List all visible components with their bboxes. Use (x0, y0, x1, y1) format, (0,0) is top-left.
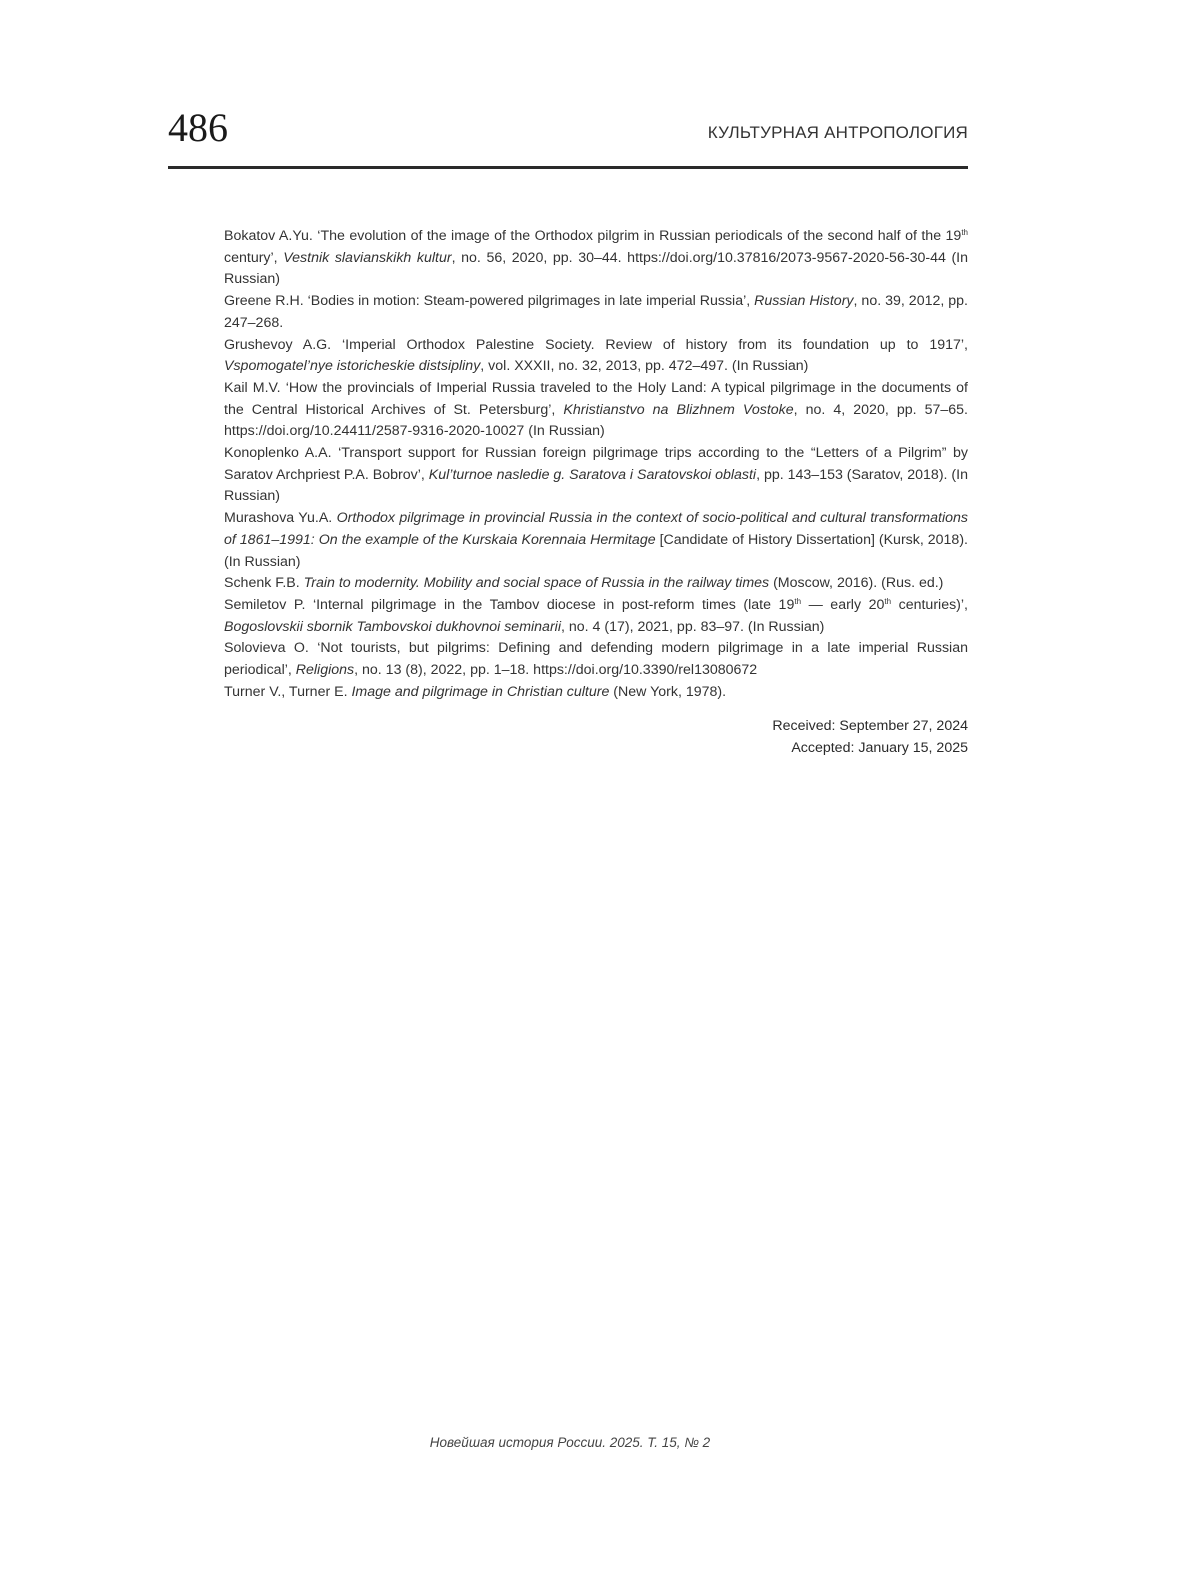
accepted-date: Accepted: January 15, 2025 (791, 740, 968, 757)
reference-source-title: Vspomogatel’nye istoricheskie distsipliny (224, 358, 481, 375)
page-number: 486 (168, 105, 228, 150)
reference-item: Bokatov A.Yu. ‘The evolution of the image of the Orthodox pilgrim in Russian periodicals of the second half of the 19th century’, Vestnik slavianskikh kultur, no. 56, 2020, pp. 30–44. https://doi.org/10.37816/2073-9567-2020-56-30-44 (In Russian) (224, 228, 969, 288)
reference-source-title: Bogoslovskii sbornik Tambovskoi dukhovnoi seminarii (224, 618, 561, 635)
reference-source-title: Russian History (754, 293, 854, 310)
reference-source-title: Train to modernity. Mobility and social space of Russia in the railway times (303, 575, 770, 592)
running-head: КУЛЬТУРНАЯ АНТРОПОЛОГИЯ (707, 123, 968, 142)
received-date: Received: September 27, 2024 (772, 718, 968, 735)
article-dates (224, 715, 968, 759)
reference-item: Konoplenko A.A. ‘Transport support for Russian foreign pilgrimage trips according to the “Letters of a Pilgrim” by Saratov Archpriest P.A. Bobrov’, Kul’turnoe nasledie g. Saratova i Saratovskoi oblasti, pp. 143–153 (Saratov, 2018). (In Russian) (224, 445, 968, 505)
header-rule (168, 166, 968, 169)
reference-item: Grushevoy A.G. ‘Imperial Orthodox Palestine Society. Review of history from its foundation up to 1917’, Vspomogatel’nye istoricheskie distsipliny, vol. XXXII, no. 32, 2013, pp. 472–497. (In Russian) (224, 336, 968, 375)
reference-item: Turner V., Turner E. Image and pilgrimage in Christian culture (New York, 1978). (224, 683, 727, 700)
reference-item: Schenk F.B. Train to modernity. Mobility and social space of Russia in the railway times (Moscow, 2016). (Rus. ed.) (224, 575, 944, 592)
reference-item: Murashova Yu.A. Orthodox pilgrimage in provincial Russia in the context of socio-political and cultural transformations of 1861–1991: On the example of the Kurskaia Korennaia Hermitage [Candidate of History Dissertation] (Kursk, 2018). (In Russian) (224, 510, 968, 570)
reference-source-title: Religions (295, 662, 355, 679)
reference-source-title: Image and pilgrimage in Christian culture (351, 683, 610, 700)
reference-source-title: Orthodox pilgrimage in provincial Russia in the context of socio-political and cultural transformations of 1861–1991: On the example of the Kurskaia Korennaia Hermitage (224, 510, 968, 548)
reference-item: Solovieva O. ‘Not tourists, but pilgrims: Defining and defending modern pilgrimage in a late imperial Russian periodical’, Religions, no. 13 (8), 2022, pp. 1–18. https://doi.org/10.3390/rel13080672 (224, 640, 968, 679)
reference-source-title: Kul’turnoe nasledie g. Saratova i Saratovskoi oblasti (428, 466, 757, 483)
journal-footer: Новейшая история России. 2025. Т. 15, № 2 (429, 1435, 711, 1450)
reference-source-title: Vestnik slavianskikh kultur (283, 249, 452, 266)
reference-item: Greene R.H. ‘Bodies in motion: Steam-powered pilgrimages in late imperial Russia’, Russian History, no. 39, 2012, pp. 247–268. (224, 293, 969, 331)
reference-list (224, 226, 968, 759)
reference-item: Semiletov P. ‘Internal pilgrimage in the Tambov diocese in post-reform times (late 19th — early 20th centuries)’, Bogoslovskii sbornik Tambovskoi dukhovnoi seminarii, no. 4 (17), 2021, pp. 83–97. (In Russian) (224, 596, 968, 635)
reference-source-title: Khristianstvo na Blizhnem Vostoke (563, 401, 794, 418)
reference-item: Kail M.V. ‘How the provincials of Imperial Russia traveled to the Holy Land: A typical pilgrimage in the documents of the Central Historical Archives of St. Petersburg’, Khristianstvo na Blizhnem Vostoke, no. 4, 2020, pp. 57–65. https://doi.org/10.24411/2587-9316-2020-10027 (In Russian) (224, 379, 968, 440)
